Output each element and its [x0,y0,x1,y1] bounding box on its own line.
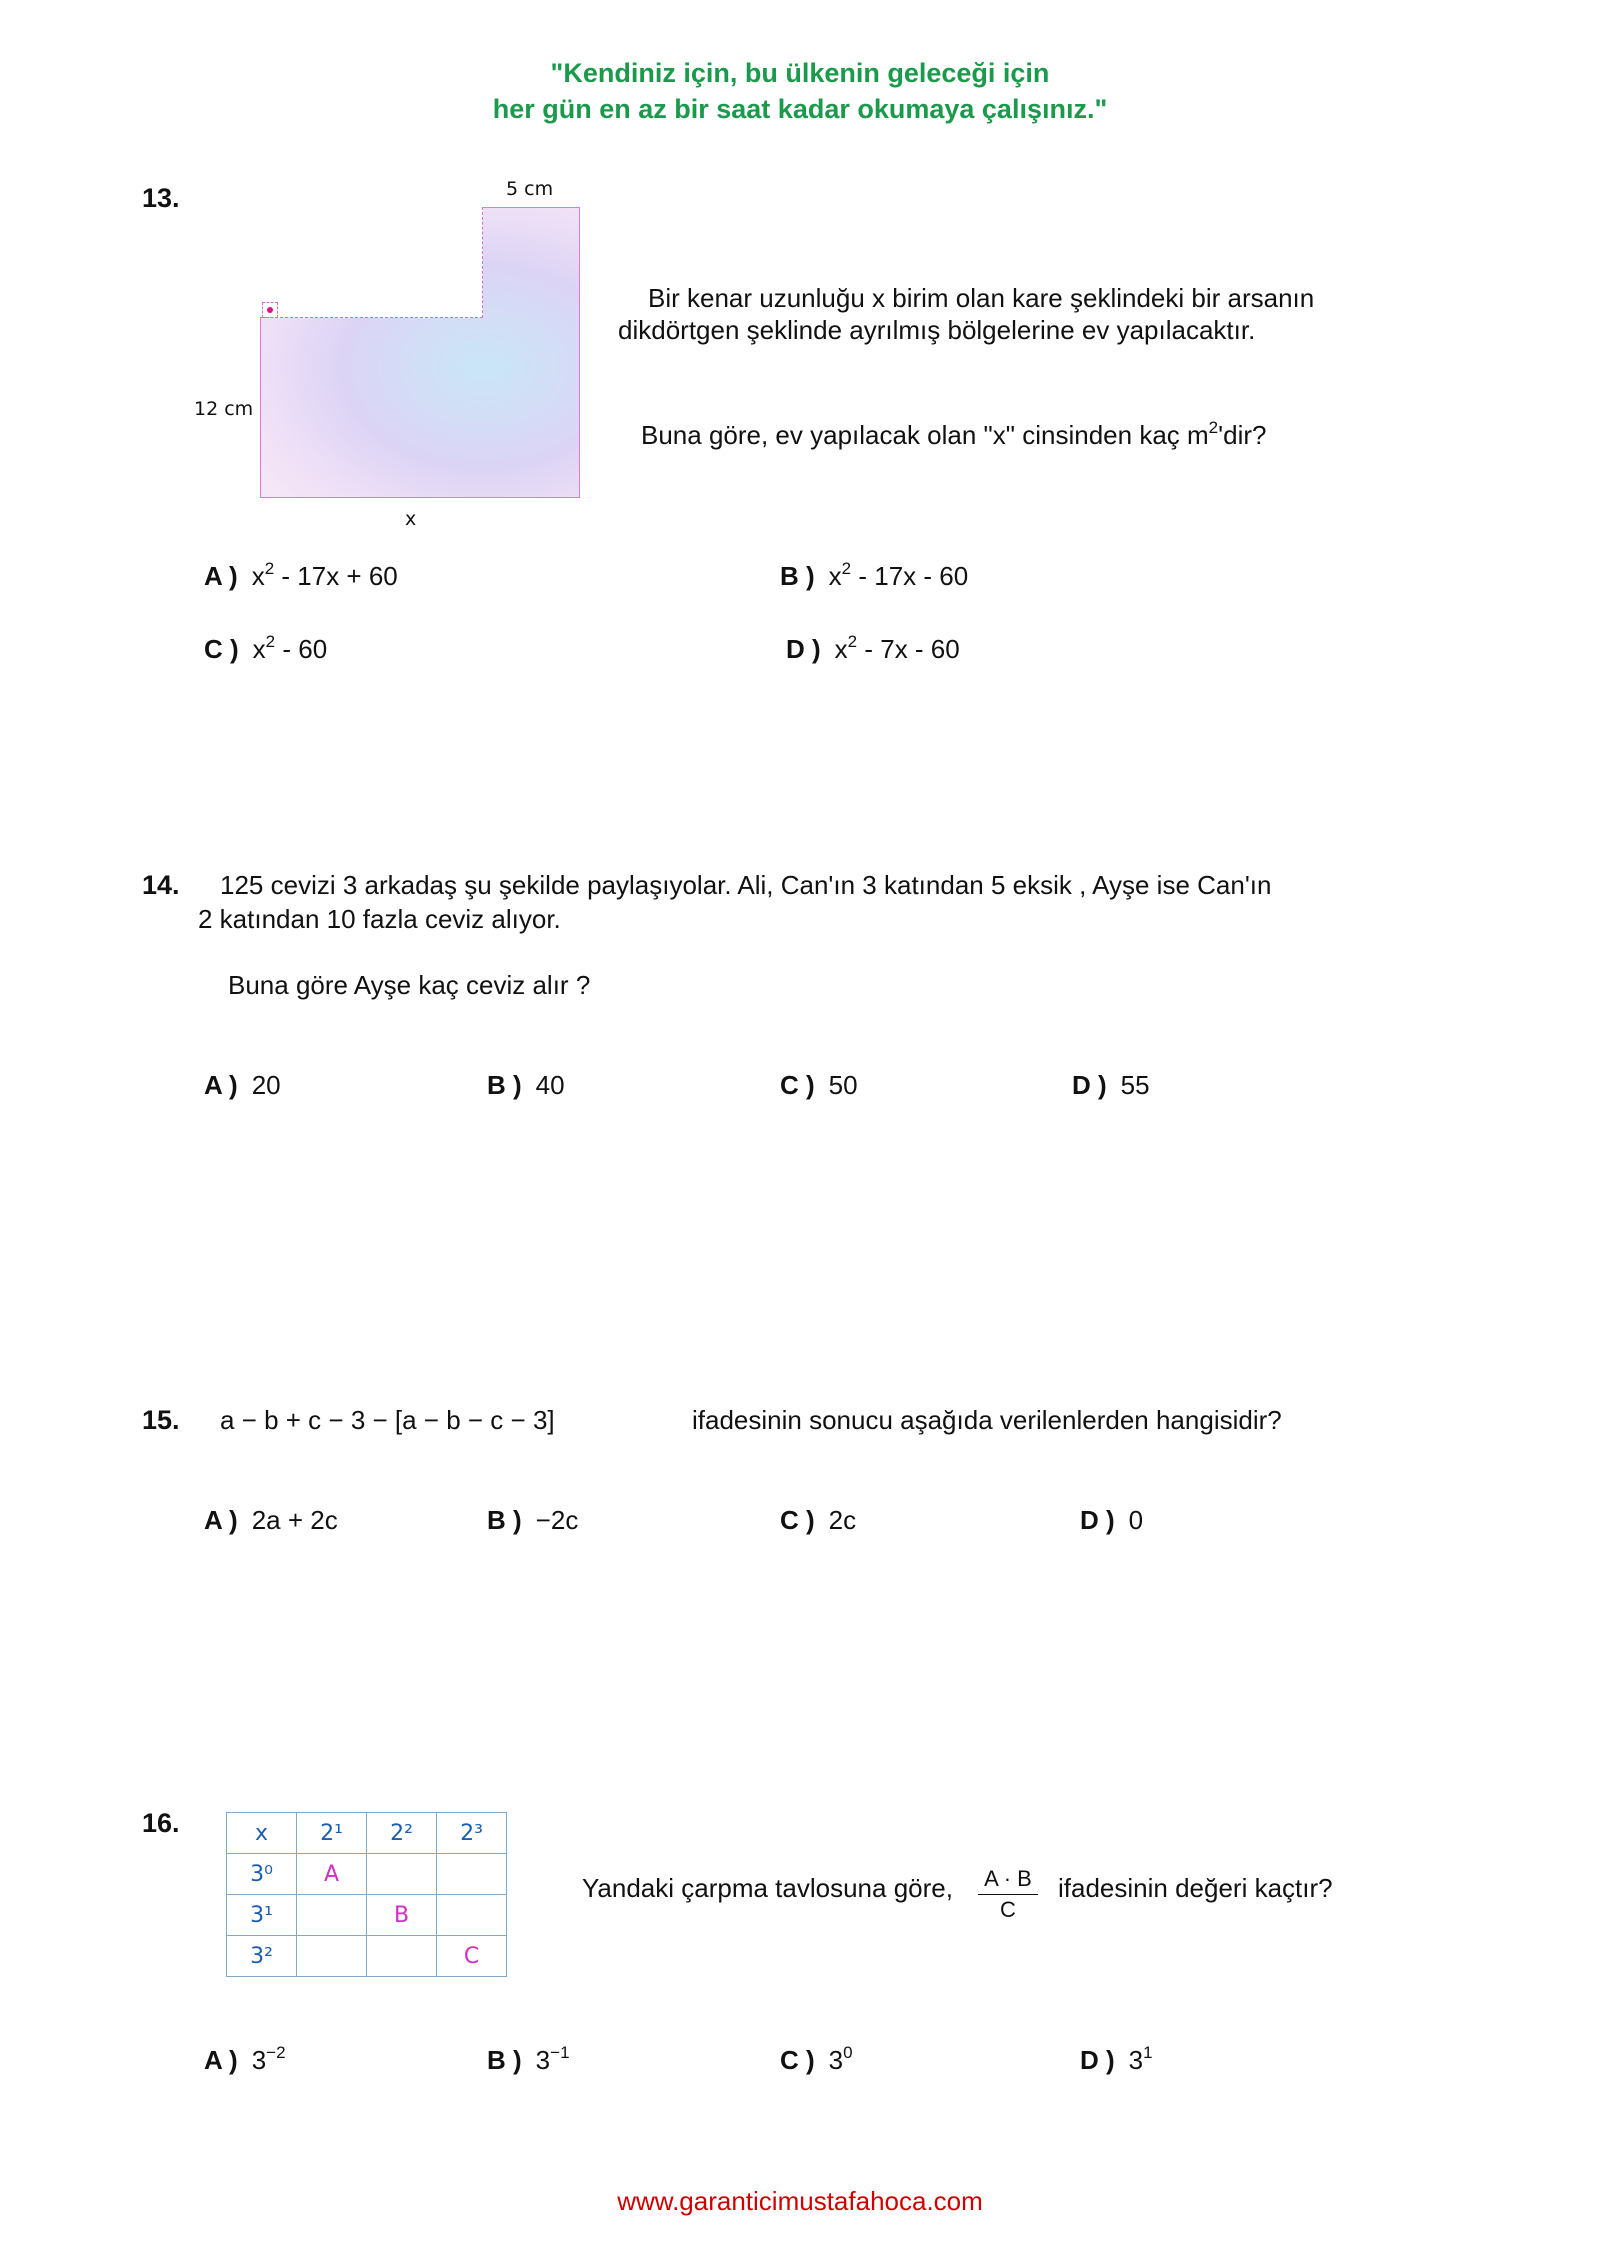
question-14-text-line2: 2 katından 10 fazla ceviz alıyor. [198,904,561,934]
fraction-denominator: C [1000,1897,1016,1922]
question-14-text-line1: 125 cevizi 3 arkadaş şu şekilde paylaşıyolar. Ali, Can'ın 3 katından 5 eksik , Ayşe ise Can'ın [220,870,1272,900]
table-row [227,1936,507,1977]
question-13-option-d[interactable]: D ) $x^2 - 7x - 60$ [786,632,960,664]
question-13-option-b[interactable]: B ) $x^2 - 17x - 60$ [780,559,969,591]
question-15-expression: a − b + c − 3 − [a − b − c − 3] [220,1405,555,1435]
table-cell: x [227,1813,297,1854]
question-15-option-a[interactable]: A ) 2a + 2c [204,1505,338,1535]
table-cell: 2¹ [297,1813,367,1854]
question-16-option-d[interactable]: D ) $3^1$ [1080,2043,1153,2075]
question-14-prompt: Buna göre Ayşe kaç ceviz alır ? [228,970,591,1000]
table-cell [437,1854,507,1895]
header-quote-line2: her gün en az bir saat kadar okumaya çalışınız." [492,94,1108,124]
question-15-prompt: ifadesinin sonucu aşağıda verilenlerden hangisidir? [692,1405,1282,1435]
table-cell-a: A [297,1854,367,1895]
table-cell-c: C [437,1936,507,1977]
table-cell [437,1895,507,1936]
figure-label-x: x [405,508,417,530]
table-row [227,1895,507,1936]
table-row [227,1813,507,1854]
question-16-prompt-end: ifadesinin değeri kaçtır? [1058,1873,1333,1903]
table-cell: 3² [227,1936,297,1977]
multiplication-table [226,1812,507,1977]
question-16-prompt-start: Yandaki çarpma tavlosuna göre, [582,1873,953,1903]
question-13-number: 13. [142,183,180,213]
figure-label-5cm: 5 cm [506,178,554,200]
question-13-text-line1: Bir kenar uzunluğu x birim olan kare şeklindeki bir arsanın [648,283,1315,313]
table-cell: 2² [367,1813,437,1854]
table-row [227,1854,507,1895]
table-cell [367,1936,437,1977]
house-region-rectangle [260,207,483,318]
question-13-option-a[interactable]: A ) $x^2 - 17x + 60$ [204,559,398,591]
right-angle-dot [267,307,273,313]
header-quote-line1: "Kendiniz için, bu ülkenin geleceği için [550,58,1050,88]
fraction-numerator: A · B [978,1866,1038,1895]
table-cell: 3¹ [227,1895,297,1936]
question-16-number: 16. [142,1808,180,1838]
question-14-number: 14. [142,870,180,900]
question-16-option-c[interactable]: C ) $3^0$ [780,2043,853,2075]
question-15-option-d[interactable]: D ) 0 [1080,1505,1144,1535]
question-15-option-b[interactable]: B ) −2c [487,1505,579,1535]
question-13-option-c[interactable]: C ) $x^2 - 60$ [204,632,328,664]
table-cell [297,1936,367,1977]
table-cell-b: B [367,1895,437,1936]
question-14-option-b[interactable]: B ) 40 [487,1070,565,1100]
figure-label-12cm: 12 cm [194,398,254,420]
question-15-option-c[interactable]: C ) 2c [780,1505,857,1535]
table-cell [297,1895,367,1936]
table-cell: 3⁰ [227,1854,297,1895]
question-13-prompt: Buna göre, ev yapılacak olan "x" cinsinden kaç $m^2'dir$? [641,418,1267,450]
question-14-option-d[interactable]: D ) 55 [1072,1070,1150,1100]
table-cell [367,1854,437,1895]
question-13-text-line2: dikdörtgen şeklinde ayrılmış bölgelerine ev yapılacaktır. [618,315,1256,345]
footer-website-link[interactable]: www.garanticimustafahoca.com [617,2186,983,2216]
question-14-option-c[interactable]: C ) 50 [780,1070,858,1100]
question-16-option-a[interactable]: A ) $3^{-2}$ [204,2043,286,2075]
question-14-option-a[interactable]: A ) 20 [204,1070,281,1100]
table-cell: 2³ [437,1813,507,1854]
question-15-number: 15. [142,1405,180,1435]
question-16-option-b[interactable]: B ) $3^{-1}$ [487,2043,570,2075]
fraction-expression [978,1866,1038,1923]
